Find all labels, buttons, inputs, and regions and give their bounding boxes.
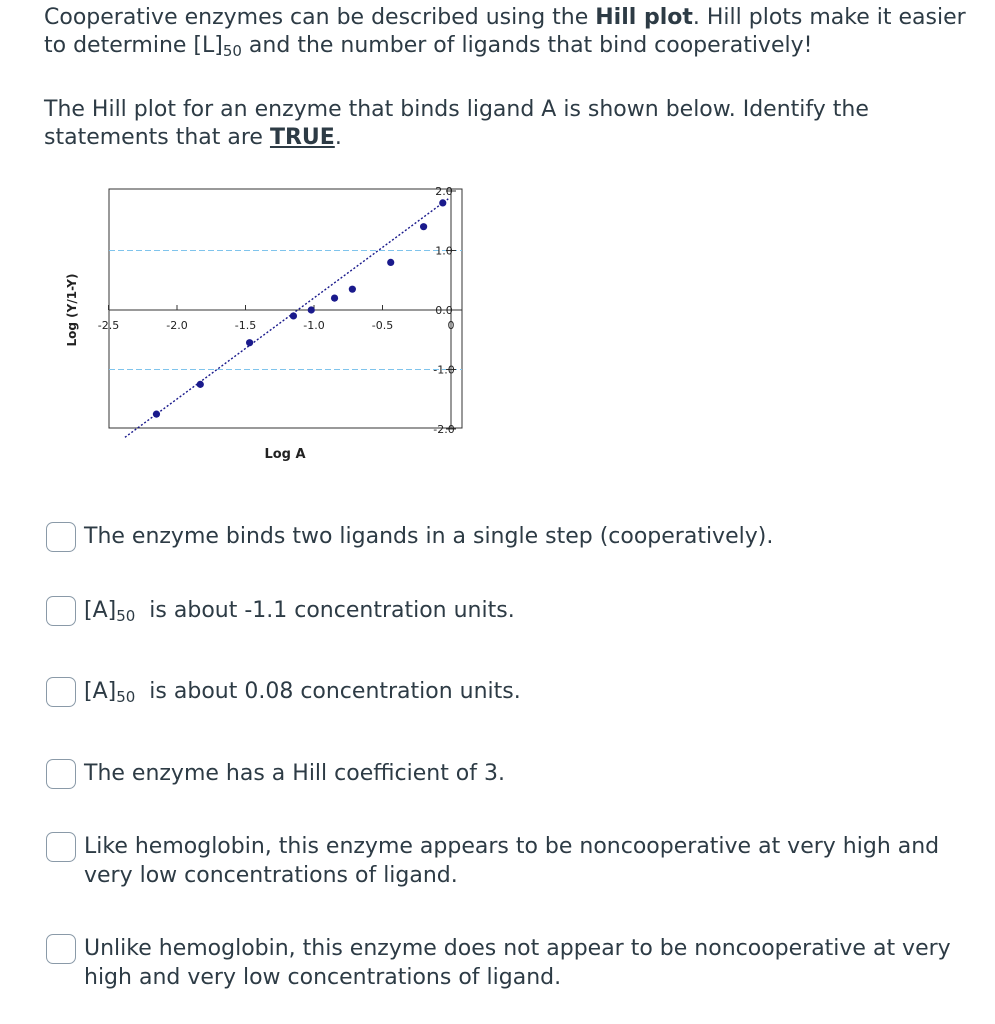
true-emphasis: TRUE xyxy=(269,125,335,150)
x-tick-label: -1.5 xyxy=(234,319,257,332)
x-tick-label: -2.0 xyxy=(166,319,188,332)
question-intro xyxy=(44,4,984,152)
intro-paragraph-2 xyxy=(44,96,984,152)
option-checkbox[interactable] xyxy=(46,832,76,862)
option-label: Unlike hemoglobin, this enzyme does not appear to be noncooperative at very high and very low concentrations of ligand. xyxy=(84,936,951,990)
subscript-50: 50 xyxy=(116,607,136,625)
x-tick-label: -1.0 xyxy=(303,319,325,332)
option-checkbox[interactable] xyxy=(46,759,76,789)
y-tick-label: 2.0 xyxy=(435,185,453,198)
intro-paragraph-1 xyxy=(44,4,984,60)
intro-text: and the number of ligands that bind cooperatively! xyxy=(241,33,813,58)
data-point xyxy=(246,339,253,346)
option-label: The enzyme has a Hill coefficient of 3. xyxy=(84,761,505,786)
answer-option-4[interactable] xyxy=(46,759,976,789)
y-tick-label: -2.0 xyxy=(433,423,455,436)
option-label: The enzyme binds two ligands in a single step (cooperatively). xyxy=(84,524,774,549)
plot-frame xyxy=(109,189,462,428)
data-point xyxy=(290,312,297,319)
option-text: is about 0.08 concentration units. xyxy=(135,679,521,704)
data-point xyxy=(331,295,338,302)
data-point xyxy=(387,259,394,266)
y-tick-label: -1.0 xyxy=(433,363,455,377)
subscript-50: 50 xyxy=(116,688,136,706)
x-tick-label: -0.5 xyxy=(371,319,394,332)
y-tick-label: 0.0 xyxy=(435,304,453,317)
answer-option-6[interactable] xyxy=(46,934,976,992)
option-checkbox[interactable] xyxy=(46,522,76,552)
option-text: [A] xyxy=(84,598,117,623)
x-tick-label: -2.5 xyxy=(97,319,120,332)
option-checkbox[interactable] xyxy=(46,677,76,707)
intro-text: The Hill plot for an enzyme that binds ligand A is shown below. Identify the statements that are xyxy=(44,97,869,150)
answer-option-3[interactable] xyxy=(46,677,976,707)
option-text: [A] xyxy=(84,679,117,704)
option-checkbox[interactable] xyxy=(46,596,76,626)
subscript-50: 50 xyxy=(222,42,242,60)
data-point xyxy=(153,411,160,418)
x-axis-title: Log A xyxy=(264,447,306,462)
data-point xyxy=(197,381,204,388)
option-label: Like hemoglobin, this enzyme appears to be noncooperative at very high and very low concentrations of ligand. xyxy=(84,834,940,888)
y-axis-title: Log (Y/1-Y) xyxy=(65,273,79,347)
intro-text: . Hill plots make it easier to determine [L] xyxy=(44,5,966,58)
answer-option-5[interactable] xyxy=(46,832,976,890)
hill-plot-term: Hill plot xyxy=(595,5,693,30)
intro-text: Cooperative enzymes can be described using the xyxy=(44,5,596,30)
intro-text: . xyxy=(334,125,342,150)
option-text: is about -1.1 concentration units. xyxy=(135,598,515,623)
x-tick-label: 0 xyxy=(447,319,455,332)
option-checkbox[interactable] xyxy=(46,934,76,964)
data-point xyxy=(349,286,356,293)
option-label xyxy=(84,596,976,625)
y-tick-label: 1.0 xyxy=(435,244,453,258)
answer-option-1[interactable] xyxy=(46,522,976,552)
data-point xyxy=(308,306,315,313)
hill-plot-chart xyxy=(0,170,520,470)
data-point xyxy=(420,223,427,230)
data-point xyxy=(439,199,446,206)
option-label xyxy=(84,677,976,706)
answer-option-2[interactable] xyxy=(46,596,976,626)
